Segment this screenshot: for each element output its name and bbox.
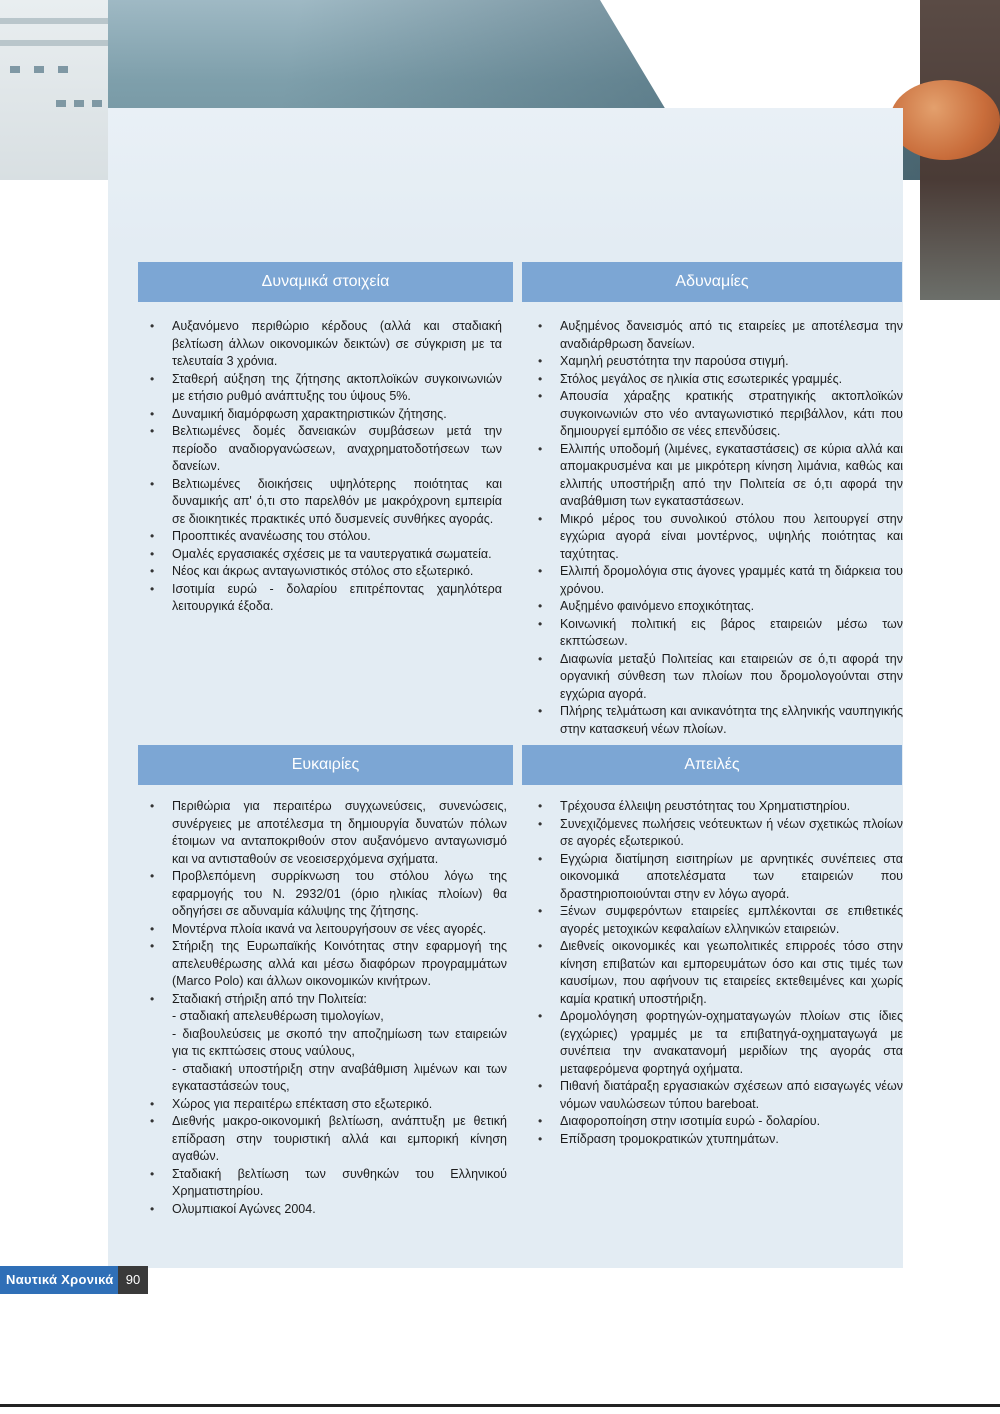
list-item: • Μικρό μέρος του συνολικού στόλου που λειτουργεί στην εγχώρια αγορά είναι μοντέρνος, υψηλής ποιότητας και ταχύτητας. (560, 511, 903, 564)
list-item: • Στήριξη της Ευρωπαϊκής Κοινότητας στην εφαρμογή της απελευθέρωσης αλλά και μέσω διαφόρων προγραμμάτων (Marco Polo) και άλλων οικονομικών κινήτρων. (172, 938, 507, 991)
list-item: • Βελτιωμένες δομές δανειακών συμβάσεων μετά την περίοδο αναδιοργανώσεων, αναχρηματοδοτήσεων των δανείων. (172, 423, 502, 476)
list-item: • Μοντέρνα πλοία ικανά να λειτουργήσουν σε νέες αγορές. (172, 921, 507, 939)
list-item: • Νέος και άκρως ανταγωνιστικός στόλος στο εξωτερικό. (172, 563, 502, 581)
list-subitem: - διαβουλεύσεις με σκοπό την αποζημίωση των εταιρειών για τις εκπτώσεις στους ναύλους, (172, 1026, 507, 1058)
list-item: • Σταδιακή στήριξη από την Πολιτεία: (172, 991, 507, 1009)
list-item: • Απουσία χάραξης κρατικής στρατηγικής ακτοπλοϊκών συγκοινωνιών στο νέο ανταγωνιστικό περιβάλλον, κάτι που δημιουργεί εμπόδιο σε νέες επενδύσεις. (560, 388, 903, 441)
list-item: • Χώρος για περαιτέρω επέκταση στο εξωτερικό. (172, 1096, 507, 1114)
weaknesses-list (560, 318, 903, 738)
strengths-list (172, 318, 502, 616)
page-number: 90 (118, 1266, 148, 1294)
list-subitem: - σταδιακή απελευθέρωση τιμολογίων, (172, 1009, 384, 1023)
threats-header: Απειλές (522, 745, 902, 785)
list-item: • Συνεχιζόμενες πωλήσεις νεότευκτων ή νέων σχετικώς πλοίων σε αγορές εξωτερικού. (560, 816, 903, 851)
list-item: • Ξένων συμφερόντων εταιρείες εμπλέκονται σε επιθετικές αγορές μετοχικών κεφαλαίων ελληνικών εταιρειών. (560, 903, 903, 938)
opportunities-header: Ευκαιρίες (138, 745, 513, 785)
list-item: • Σταδιακή βελτίωση των συνθηκών του Ελληνικού Χρηματιστηρίου. (172, 1166, 507, 1201)
bottom-divider (0, 1404, 1000, 1407)
weaknesses-header: Αδυναμίες (522, 262, 902, 302)
list-item: • Δυναμική διαμόρφωση χαρακτηριστικών ζήτησης. (172, 406, 502, 424)
list-subitem: - σταδιακή υποστήριξη στην αναβάθμιση λιμένων και των εγκαταστάσεών τους, (172, 1061, 507, 1093)
list-item: • Αυξημένος δανεισμός από τις εταιρείες με αποτέλεσμα την αναδιάρθρωση δανείων. (560, 318, 903, 353)
list-item: • Πλήρης τελμάτωση και ανικανότητα της ελληνικής ναυπηγικής στην κατασκευή νέων πλοίων. (560, 703, 903, 738)
opportunities-list (172, 798, 507, 1218)
buoy-image (890, 80, 1000, 160)
strengths-header: Δυναμικά στοιχεία (138, 262, 513, 302)
list-item: • Αυξανόμενο περιθώριο κέρδους (αλλά και σταδιακή βελτίωση άλλων οικονομικών δεικτών) σε σύγκριση με τα τελευταία 3 χρόνια. (172, 318, 502, 371)
threats-list (560, 798, 903, 1148)
list-item: • Στόλος μεγάλος σε ηλικία στις εσωτερικές γραμμές. (560, 371, 903, 389)
list-item: • Τρέχουσα έλλειψη ρευστότητας του Χρηματιστηρίου. (560, 798, 903, 816)
ferry-image (0, 0, 108, 180)
list-item: • Ολυμπιακοί Αγώνες 2004. (172, 1201, 507, 1219)
list-item: • Διεθνής μακρο-οικονομική βελτίωση, ανάπτυξη με θετική επίδραση στην τουριστική αλλά και εμπορική κίνηση αγαθών. (172, 1113, 507, 1166)
list-item: • Κοινωνική πολιτική εις βάρος εταιρειών μέσω των εκπτώσεων. (560, 616, 903, 651)
list-item: • Διαφοροποίηση στην ισοτιμία ευρώ - δολαρίου. (560, 1113, 903, 1131)
list-item: • Διαφωνία μεταξύ Πολιτείας και εταιρειών σε ό,τι αφορά την οργανική σύνθεση των πλοίων που δρομολογούνται στην εγχώρια αγορά. (560, 651, 903, 704)
list-item: • Προβλεπόμενη συρρίκνωση του στόλου λόγω της εφαρμογής του Ν. 2932/01 (όριο ηλικίας πλοίων) θα οδηγήσει σε αδυναμία κάλυψης της ζήτησης. (172, 868, 507, 921)
list-item: • Προοπτικές ανανέωσης του στόλου. (172, 528, 502, 546)
list-item: • Ομαλές εργασιακές σχέσεις με τα ναυτεργατικά σωματεία. (172, 546, 502, 564)
list-item: • Σταθερή αύξηση της ζήτησης ακτοπλοϊκών συγκοινωνιών με ετήσιο ρυθμό ανάπτυξης του ύψους 5%. (172, 371, 502, 406)
list-item: • Ισοτιμία ευρώ - δολαρίου επιτρέποντας χαμηλότερα λειτουργικά έξοδα. (172, 581, 502, 616)
list-item: • Βελτιωμένες διοικήσεις υψηλότερης ποιότητας και δυναμικής απ' ό,τι στο παρελθόν με μακρόχρονη εμπειρία σε διοικητικές πρακτικές υπό δυσμενείς συνθήκες αγοράς. (172, 476, 502, 529)
list-item: • Επίδραση τρομοκρατικών χτυπημάτων. (560, 1131, 903, 1149)
list-item: • Εγχώρια διατίμηση εισιτηρίων με αρνητικές συνέπειες στα οικονομικά αποτελέσματα των εταιρειών που δραστηριοποιούνται στην εν λόγω αγορά. (560, 851, 903, 904)
list-item: • Χαμηλή ρευστότητα την παρούσα στιγμή. (560, 353, 903, 371)
list-item: • Ελλιπή δρομολόγια στις άγονες γραμμές κατά τη διάρκεια του χρόνου. (560, 563, 903, 598)
list-item: • Διεθνείς οικονομικές και γεωπολιτικές επιρροές τόσο στην κίνηση επιβατών και εμπορευμάτων όσο και στις τιμές των καυσίμων, που αφήνουν τις εταιρείες εκτεθειμένες και χωρίς καμία κρατική υποστήριξη. (560, 938, 903, 1008)
list-item: • Πιθανή διατάραξη εργασιακών σχέσεων από εισαγωγές νέων νόμων ναυλώσεων τύπου bareboat. (560, 1078, 903, 1113)
magazine-name: Ναυτικά Χρονικά (0, 1266, 118, 1294)
list-item: • Περιθώρια για περαιτέρω συγχωνεύσεις, συνενώσεις, συνέργειες με αποτέλεσμα τη δημιουργία δυνατών πόλων έτοιμων να ανταποκριθούν στον αυξανόμενο ανταγωνισμό και να αντισταθούν σε νεοεισερχόμενα σχήματα. (172, 798, 507, 868)
list-item: • Δρομολόγηση φορτηγών-οχηματαγωγών πλοίων στις ίδιες (εγχώριες) γραμμές με τα επιβατηγά-οχηματαγωγά με συνέπεια την ανακατανομή μεριδίων της αγοράς στα μεταφερόμενα φορτηγά οχήματα. (560, 1008, 903, 1078)
list-item: • Ελλιπής υποδομή (λιμένες, εγκαταστάσεις) σε κύρια αλλά και απομακρυσμένα και με μικρότερη κίνηση λιμάνια, καθώς και ελλιπής υποστήριξη από την Πολιτεία σε ό,τι αφορά την αναβάθμιση των εγκαταστάσεων. (560, 441, 903, 511)
list-item: • Αυξημένο φαινόμενο εποχικότητας. (560, 598, 903, 616)
